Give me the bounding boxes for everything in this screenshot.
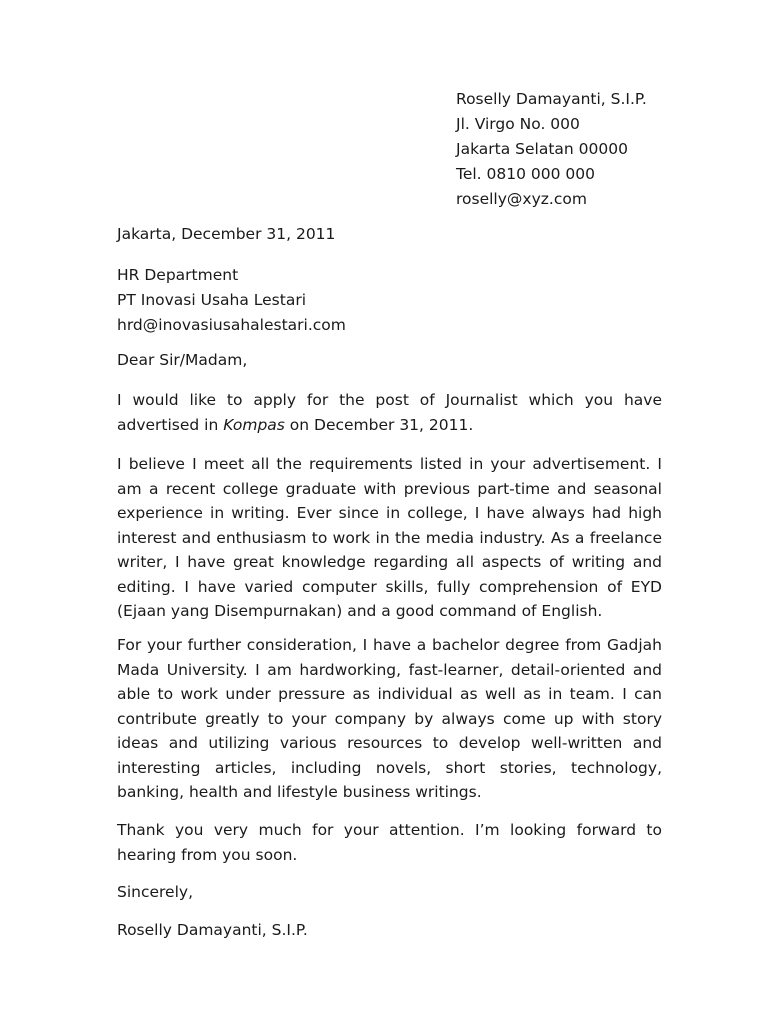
recipient-email: hrd@inovasiusahalestari.com — [117, 316, 346, 334]
paragraph-application-before: I would like to apply for the post of Journalist which you have advertised in — [117, 391, 662, 434]
paragraph-education: For your further consideration, I have a bachelor degree from Gadjah Mada University. I am hardworking, fast-learner, detail-oriented and able to work under pressure as individual as well as in team. I can contribute greatly to your company by always come up with story ideas and utilizing various resources to develop well-written and interesting articles, including novels, short stories, technology, banking, health and lifestyle business writings. — [117, 636, 662, 801]
paragraph-qualifications: I believe I meet all the requirements listed in your advertisement. I am a recent college graduate with previous part-time and seasonal experience in writing. Ever since in college, I have always had high interest and enthusiasm to work in the media industry. As a freelance writer, I have great knowledge regarding all aspects of writing and editing. I have varied computer skills, fully comprehension of EYD (Ejaan yang Disempurnakan) and a good command of English. — [117, 455, 662, 620]
sender-phone: Tel. 0810 000 000 — [456, 165, 596, 183]
letter-date: Jakarta, December 31, 2011 — [117, 225, 336, 243]
recipient-company: PT Inovasi Usaha Lestari — [117, 291, 306, 309]
sender-address-block — [456, 87, 647, 212]
closing: Sincerely, — [117, 883, 194, 901]
recipient-block — [117, 263, 662, 338]
publication-name: Kompas — [223, 415, 285, 434]
sender-email: roselly@xyz.com — [456, 190, 587, 208]
signature-name: Roselly Damayanti, S.I.P. — [117, 921, 308, 939]
paragraph-application-after: on December 31, 2011. — [284, 415, 474, 434]
recipient-department: HR Department — [117, 266, 239, 284]
paragraph-application — [117, 388, 662, 437]
paragraph-thanks: Thank you very much for your attention. I’m looking forward to hearing from you soon. — [117, 821, 662, 864]
sender-name: Roselly Damayanti, S.I.P. — [456, 90, 647, 108]
sender-address-line2: Jakarta Selatan 00000 — [456, 140, 628, 158]
sender-address-line1: Jl. Virgo No. 000 — [456, 115, 580, 133]
salutation: Dear Sir/Madam, — [117, 351, 248, 369]
